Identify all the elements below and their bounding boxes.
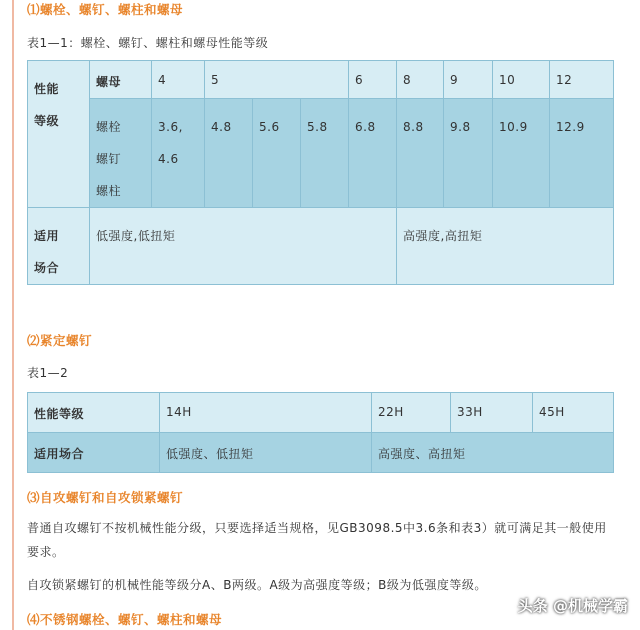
table2 <box>27 392 614 473</box>
set-screw-grade: 14H <box>160 393 372 433</box>
nut-grade: 12 <box>550 61 614 99</box>
left-accent-line <box>12 0 14 630</box>
use-high: 高强度、高扭矩 <box>372 433 614 473</box>
use-low: 低强度,低扭矩 <box>90 208 397 285</box>
table1 <box>27 60 614 285</box>
grade-row-label: 性能 等级 <box>28 61 90 208</box>
bolt-grade: 4.8 <box>205 99 253 208</box>
nut-grade: 8 <box>397 61 444 99</box>
nut-grade: 4 <box>152 61 205 99</box>
nut-label: 螺母 <box>90 61 152 99</box>
table1-caption: 表1—1：螺栓、螺钉、螺柱和螺母性能等级 <box>27 36 269 50</box>
bolt-label: 螺栓 螺钉 螺柱 <box>90 99 152 208</box>
set-screw-grade: 45H <box>533 393 614 433</box>
section2-title: ⑵紧定螺钉 <box>27 333 93 348</box>
use-high: 高强度,高扭矩 <box>397 208 614 285</box>
section3-paragraph: 自攻锁紧螺钉的机械性能等级分A、B两级。A级为高强度等级；B级为低强度等级。 <box>27 578 487 592</box>
watermark: 头条 @机械学霸 <box>517 597 628 615</box>
bolt-grade: 10.9 <box>493 99 550 208</box>
use-low: 低强度、低扭矩 <box>160 433 372 473</box>
bolt-grade: 8.8 <box>397 99 444 208</box>
section4-title: ⑷不锈钢螺栓、螺钉、螺柱和螺母 <box>27 612 223 627</box>
bolt-grade: 5.8 <box>301 99 349 208</box>
use-row-label: 适用 场合 <box>28 208 90 285</box>
table2-caption: 表1—2 <box>27 366 69 380</box>
nut-grade: 10 <box>493 61 550 99</box>
bolt-grade: 3.6, 4.6 <box>152 99 205 208</box>
bolt-grade: 6.8 <box>349 99 397 208</box>
section3-paragraph: 普通自攻螺钉不按机械性能分级，只要选择适当规格，见GB3098.5中3.6条和表3）就可满足其一般使用要求。 <box>27 521 607 559</box>
use-row-label: 适用场合 <box>28 433 160 473</box>
nut-grade: 5 <box>205 61 349 99</box>
bolt-grade: 5.6 <box>253 99 301 208</box>
nut-grade: 6 <box>349 61 397 99</box>
grade-row-label: 性能等级 <box>28 393 160 433</box>
set-screw-grade: 33H <box>451 393 533 433</box>
section3-title: ⑶自攻螺钉和自攻锁紧螺钉 <box>27 490 184 505</box>
section1-title: ⑴螺栓、螺钉、螺柱和螺母 <box>27 2 184 17</box>
bolt-grade: 9.8 <box>444 99 493 208</box>
nut-grade: 9 <box>444 61 493 99</box>
bolt-grade: 12.9 <box>550 99 614 208</box>
set-screw-grade: 22H <box>372 393 451 433</box>
